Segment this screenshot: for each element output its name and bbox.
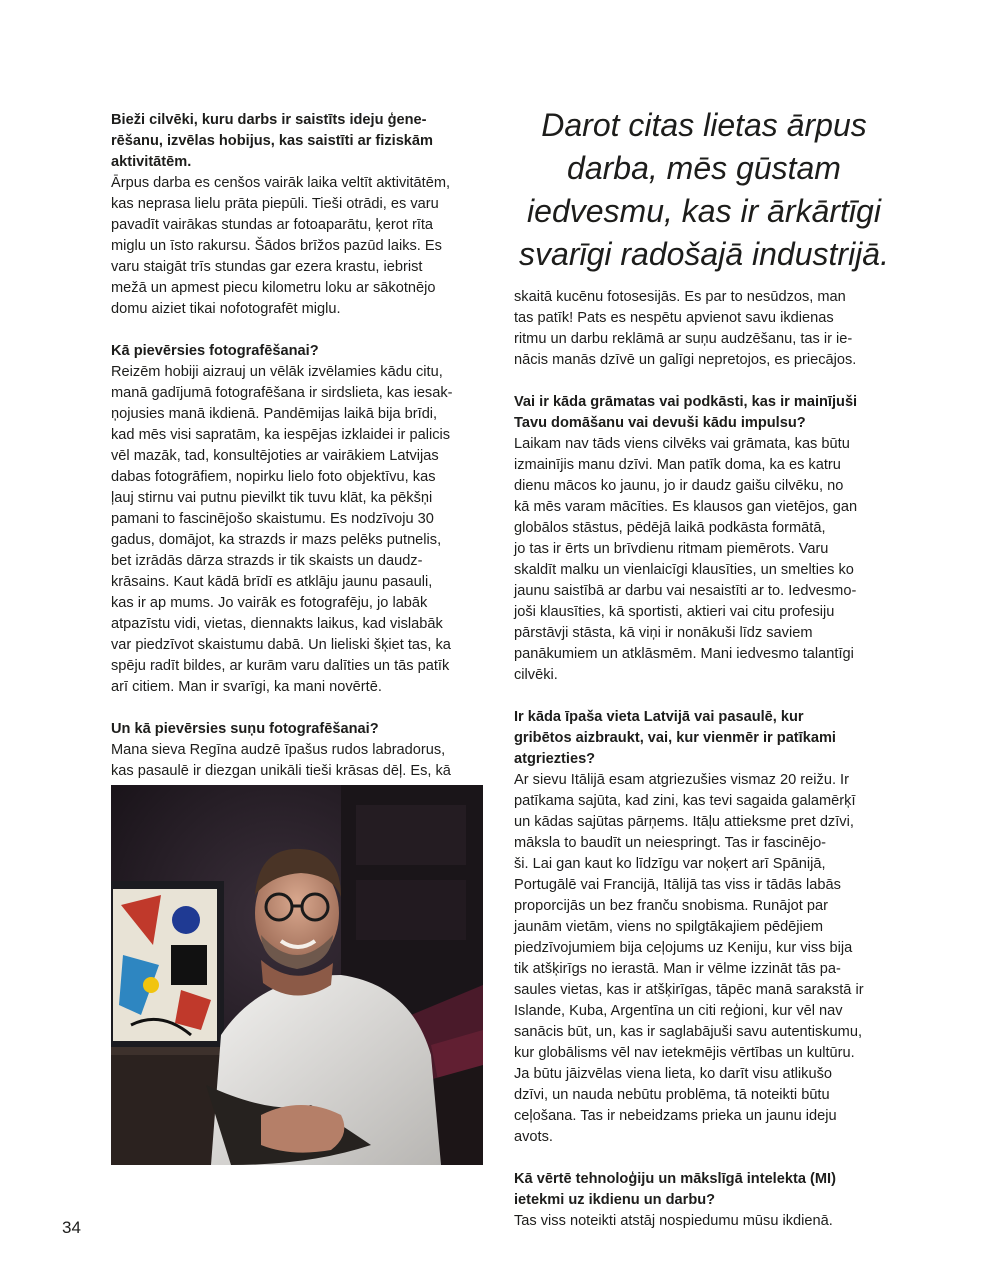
- answer-technology-ai: Tas viss noteikti atstāj nospiedumu mūsu ikdienā.: [514, 1213, 833, 1229]
- left-column: [111, 110, 483, 803]
- answer-special-place: Ar sievu Itālijā esam atgriezušies vismaz 20 reižu. Ir patīkama sajūta, kad zini, kas tevi sagaida galamērķī un kādas sajūtas pārņems. Itāļu attieksme pret dzīvi, māksla to baudīt un neiespringt. Tas ir fascinējo- ši. Lai gan kaut ko līdzīgu var noķert arī Spānijā, Portugālē vai Francijā, Itālijā tas viss ir tādās labās proporcijās un bez franču snobisma. Runājot par jaunām vietām, viens no spilgtākajiem pēdējiem piedzīvojumiem bija ceļojums uz Keniju, kur viss bija tik atšķirīgs no ierastā. Man ir vēlme izzināt tās pa- saules vietas, kas ir atšķirīgas, tāpēc manā sarakstā ir Islande, Kuba, Argentīna un citi reģioni, kur vēl nav sanācis būt, un, kas ir saglabājuši savu autentiskumu, kur globālisms vēl nav ietekmējis vērtības un kultūru. Ja būtu jāizvēlas viena lieta, ko darīt visu atlikušo dzīvi, un nauda nebūtu problēma, tā noteikti būtu ceļošana. Tas ir nebeidzams prieka un jaunu ideju avots.: [514, 772, 864, 1145]
- answer-photography: Reizēm hobiji aizrauj un vēlāk izvēlamies kādu citu, manā gadījumā fotografēšana ir sirdslieta, kas iesak- ņojusies manā ikdienā. Pandēmijas laikā bija brīdi, kad mēs visi sapratām, ka iespējas izklaidei ir palicis vēl mazāk, tad, konsultējoties ar vairākiem Latvijas dabas fotogrāfiem, nopirku lielo foto objektīvu, kas ļauj stirnu vai putnu pievilkt tik tuvu klāt, ka pēkšņi pamani to fascinējošo skaistumu. Es nodzīvoju 30 gadus, domājot, ka strazds ir mazs pelēks putnelis, bet izrādās dārza strazds ir tik skaists un daudz- krāsains. Kaut kādā brīdī es atklāju jaunu pasauli, kas ir ap mums. Jo vairāk es fotografēju, jo labāk atpazīstu vidi, vietas, diennakts laikus, kad vislabāk var piedzīvot skaistumu dabā. Un lieliski šķiet tas, ka spēju radīt bildes, ar kurām varu dalīties un tās patīk arī citiem. Man ir svarīgi, ka mani novērtē.: [111, 364, 453, 695]
- intro-heading: Bieži cilvēki, kuru darbs ir saistīts ideju ģene- rēšanu, izvēlas hobijus, kas saistīti ar fiziskām aktivitātēm.: [111, 112, 434, 170]
- question-books-podcasts: Vai ir kāda grāmatas vai podkāsti, kas ir mainījuši Tavu domāšanu vai devuši kādu impulsu?: [514, 394, 858, 431]
- answer-dog-photography: Mana sieva Regīna audzē īpašus rudos labradorus, kas pasaulē ir diezgan unikāli tieši krāsas dēļ. Es, kā: [111, 742, 451, 779]
- question-dog-photography: Un kā pievērsies suņu fotografēšanai?: [111, 721, 379, 737]
- answer-books-podcasts: Laikam nav tāds viens cilvēks vai grāmata, kas būtu izmainījis manu dzīvi. Man patīk doma, ka es katru dienu mācos ko jaunu, jo ir daudz gaišu cilvēku, no kā mēs varam mācīties. Es klausos gan vietējos, gan globālos stāstus, pēdējā laikā podkāsta formātā, jo tas ir ērts un brīvdienu ritmam piemērots. Varu skaldīt malku un vienlaicīgi klausīties, un smelties ko jaunu saistībā ar darbu vai nesaistīti ar to. Iedvesmo- joši klausīties, kā sportisti, aktieri vai citu profesiju pārstāvji stāsta, kā viņi ir nonākuši līdz saviem panākumiem un atklāsmēm. Mani iedvesmo talantīgi cilvēki.: [514, 436, 858, 683]
- page-number: 34: [62, 1218, 81, 1237]
- question-photography: Kā pievērsies fotografēšanai?: [111, 343, 319, 359]
- continued-paragraph: skaitā kucēnu fotosesijās. Es par to nesūdzos, man tas patīk! Pats es nespētu apvienot savu ikdienas ritmu un darbu reklāmā ar suņu audzēšanu, tas ir ie- nācis manās dzīvē un galīgi nepretojos, es priecājos.: [514, 289, 857, 368]
- portrait-photo: [111, 785, 483, 1165]
- pull-quote: Darot citas lietas ārpus darba, mēs gūstam iedvesmu, kas ir ārkārtīgi svarīgi radošajā industrijā.: [519, 107, 889, 272]
- intro-paragraph: Ārpus darba es cenšos vairāk laika veltīt aktivitātēm, kas neprasa lielu prāta piepūli. Tieši otrādi, es varu pavadīt vairākas stundas ar fotoaparātu, ķerot rīta miglu un īsto rakursu. Šādos brīžos pazūd laiks. Es varu staigāt trīs stundas gar ezera krastu, iebrist mežā un apmest piecu kilometru loku ar sākotnējo domu aiziet tikai nofotografēt miglu.: [111, 175, 451, 317]
- question-technology-ai: Kā vērtē tehnoloģiju un mākslīgā intelekta (MI) ietekmi uz ikdienu un darbu?: [514, 1171, 836, 1208]
- question-special-place: Ir kāda īpaša vieta Latvijā vai pasaulē, kur gribētos aizbraukt, vai, kur vienmēr ir patīkami atgriezties?: [514, 709, 836, 767]
- right-column: [514, 287, 886, 1232]
